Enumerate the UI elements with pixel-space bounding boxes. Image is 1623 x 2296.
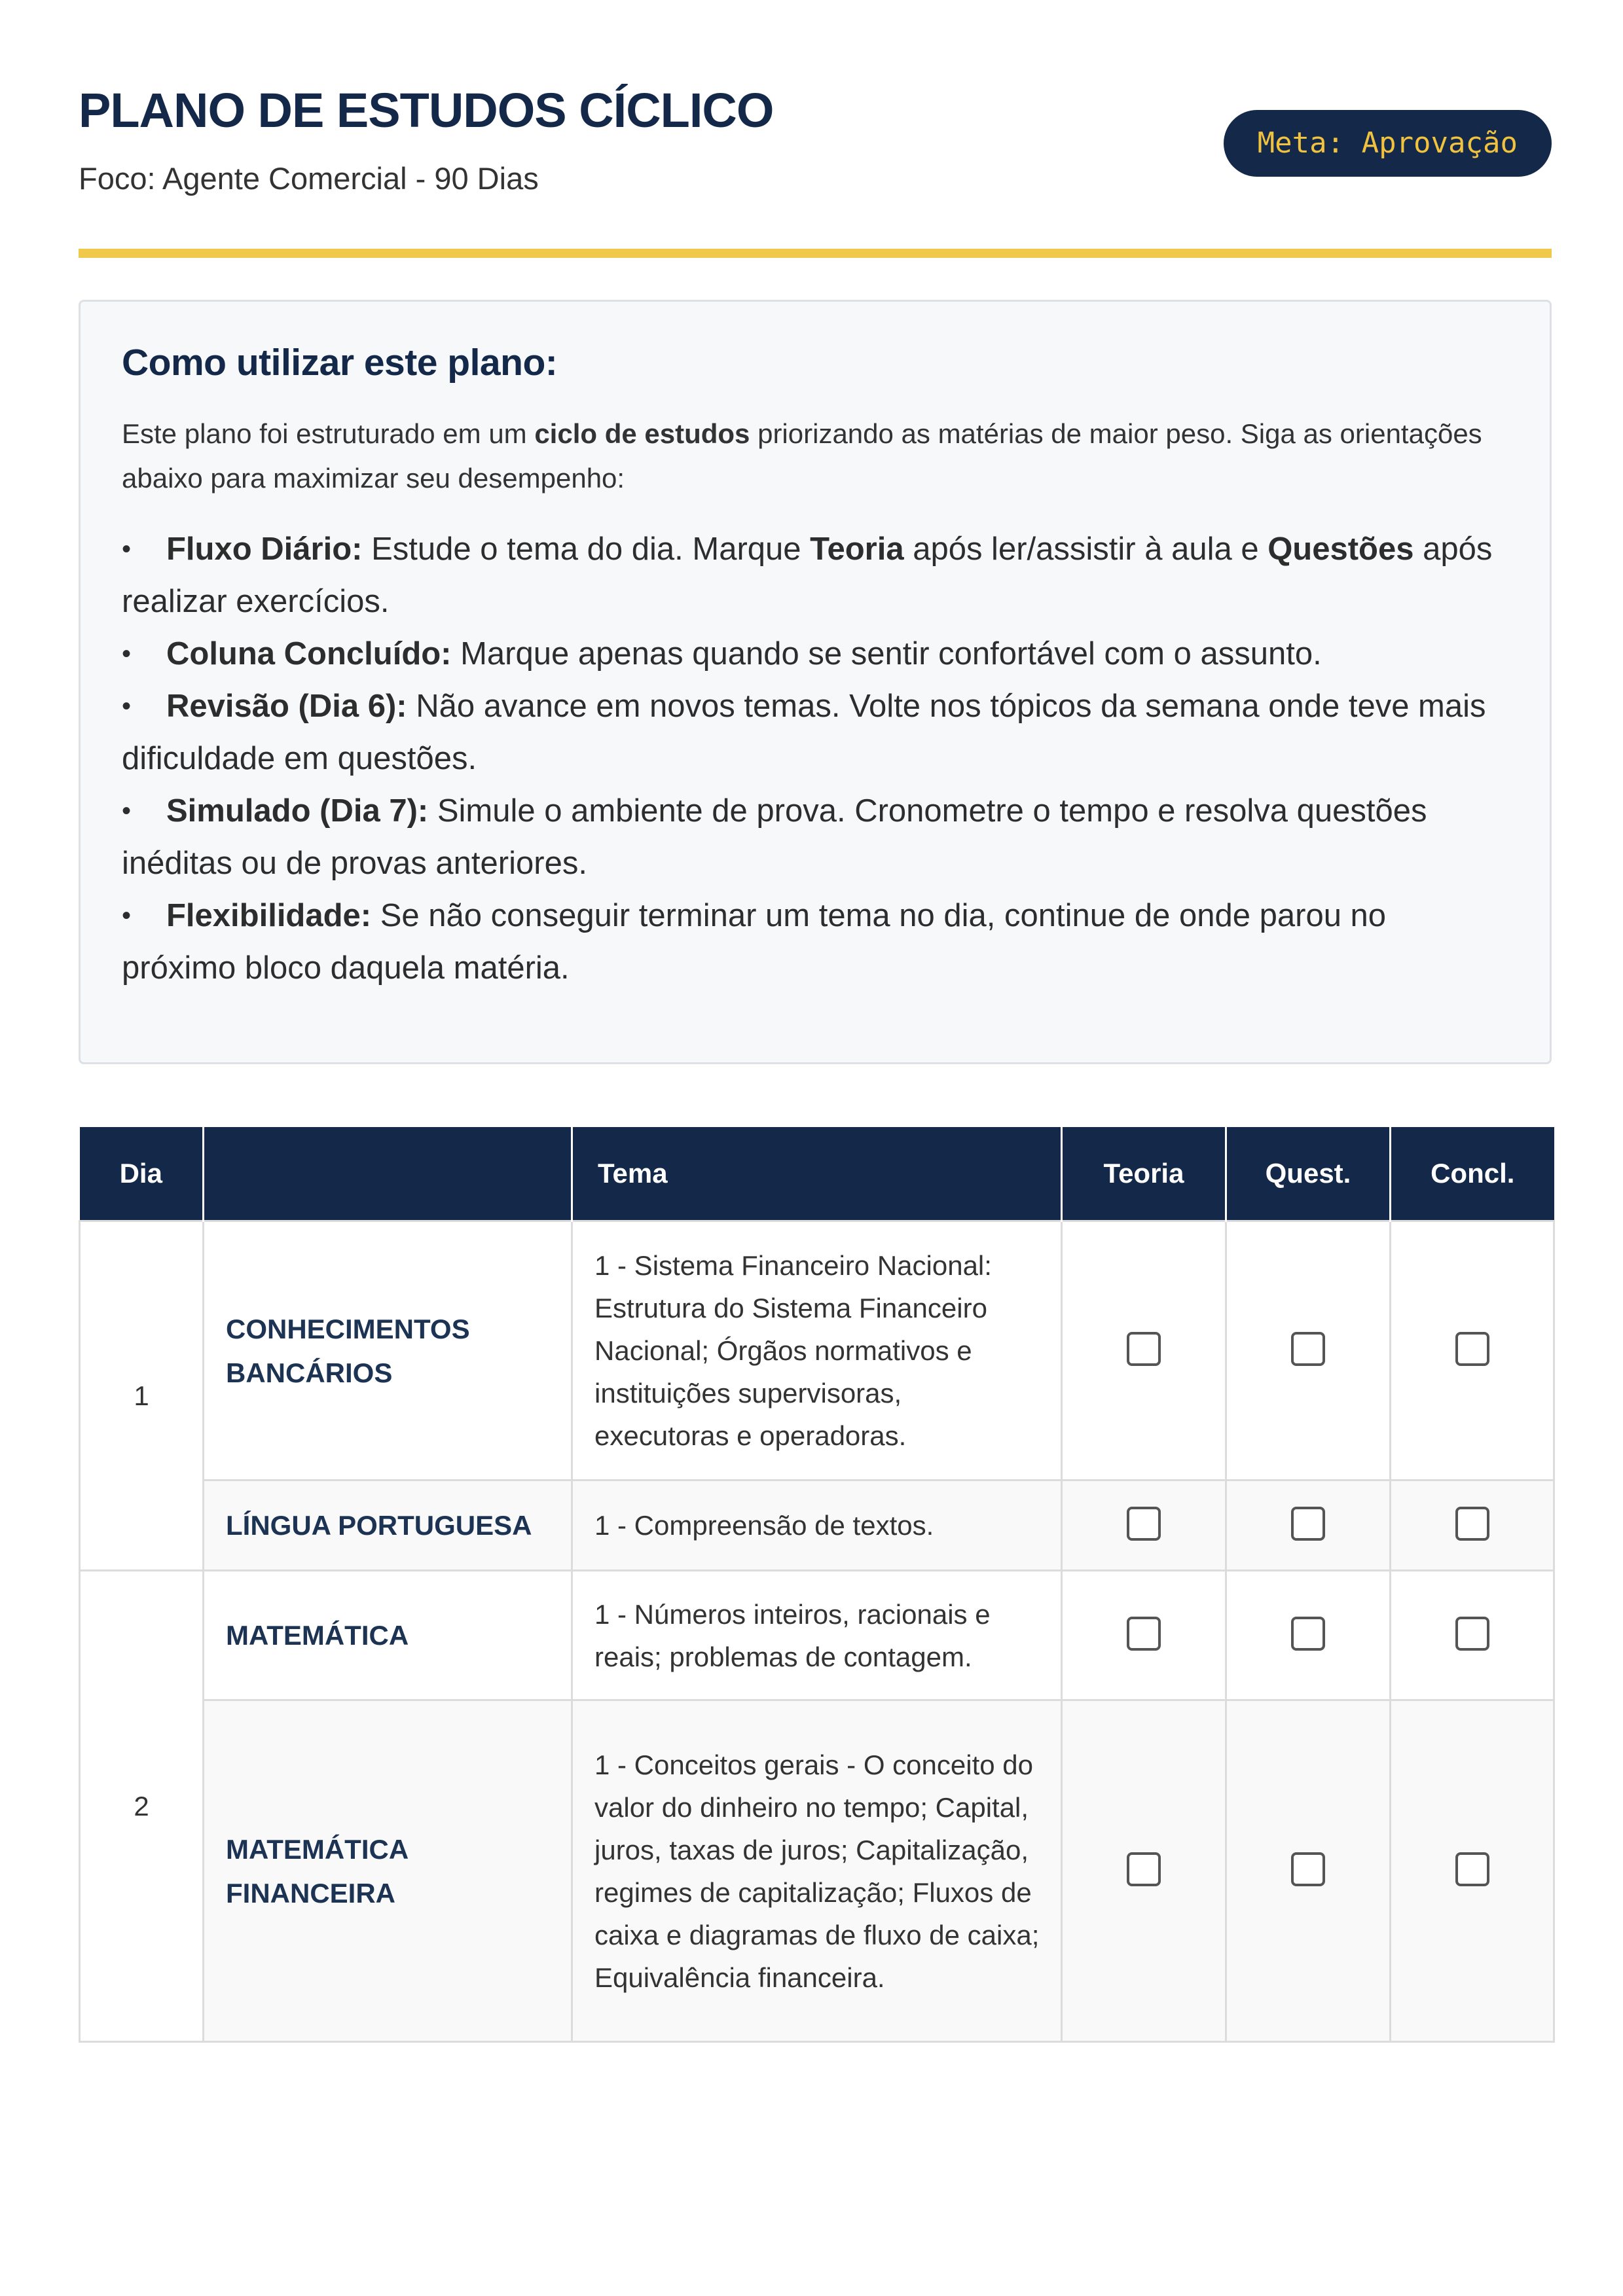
instruction-item bbox=[122, 785, 1506, 889]
topic-cell: 1 - Números inteiros, racionais e reais; problemas de contagem. bbox=[572, 1571, 1062, 1700]
instruction-bold: Questões bbox=[1267, 531, 1414, 567]
done-checkbox[interactable] bbox=[1455, 1507, 1489, 1541]
bullet-icon: • bbox=[122, 692, 132, 721]
done-checkbox[interactable] bbox=[1455, 1617, 1489, 1651]
intro-text-end: priorizando as matérias de maior peso. Siga as orientações abaixo para maximizar seu desempenho: bbox=[122, 418, 1482, 493]
theory-checkbox[interactable] bbox=[1127, 1852, 1161, 1886]
done-cell bbox=[1391, 1700, 1554, 2042]
done-cell bbox=[1391, 1221, 1554, 1480]
day-cell: 2 bbox=[80, 1571, 204, 2042]
theory-cell bbox=[1062, 1571, 1226, 1700]
instruction-item bbox=[122, 680, 1506, 785]
column-header-subject bbox=[204, 1127, 572, 1221]
done-checkbox[interactable] bbox=[1455, 1852, 1489, 1886]
header-divider bbox=[79, 249, 1552, 258]
bullet-icon: • bbox=[122, 535, 132, 564]
study-plan-page bbox=[79, 0, 1552, 1993]
column-header-questions: Quest. bbox=[1226, 1127, 1391, 1221]
table-row bbox=[80, 1221, 1554, 1480]
theory-checkbox[interactable] bbox=[1127, 1507, 1161, 1541]
page-header bbox=[79, 0, 1552, 259]
questions-cell bbox=[1226, 1480, 1391, 1571]
subject-cell: CONHECIMENTOS BANCÁRIOS bbox=[204, 1221, 572, 1480]
instruction-text: após realizar exercícios. bbox=[122, 531, 1493, 619]
theory-cell bbox=[1062, 1221, 1226, 1480]
questions-cell bbox=[1226, 1221, 1391, 1480]
page-title: PLANO DE ESTUDOS CÍCLICO bbox=[79, 83, 774, 137]
instruction-item bbox=[122, 523, 1506, 628]
instruction-label: Flexibilidade: bbox=[166, 898, 372, 933]
table-header-row bbox=[80, 1127, 1554, 1221]
bullet-icon: • bbox=[122, 797, 132, 825]
page-subtitle: Foco: Agente Comercial - 90 Dias bbox=[79, 161, 539, 196]
study-plan-table bbox=[79, 1127, 1555, 2043]
goal-badge: Meta: Aprovação bbox=[1224, 110, 1552, 177]
instruction-item bbox=[122, 628, 1506, 680]
instruction-text: Marque apenas quando se sentir confortável com o assunto. bbox=[451, 636, 1322, 672]
theory-cell bbox=[1062, 1700, 1226, 2042]
instruction-text: Se não conseguir terminar um tema no dia, continue de onde parou no próximo bloco daquela matéria. bbox=[122, 898, 1387, 986]
theory-checkbox[interactable] bbox=[1127, 1332, 1161, 1366]
table-row bbox=[80, 1571, 1554, 1700]
instruction-label: Coluna Concluído: bbox=[166, 636, 452, 672]
instruction-text: Não avance em novos temas. Volte nos tópicos da semana onde teve mais dificuldade em questões. bbox=[122, 689, 1486, 776]
table-row bbox=[80, 1480, 1554, 1571]
done-cell bbox=[1391, 1480, 1554, 1571]
questions-cell bbox=[1226, 1571, 1391, 1700]
table-row bbox=[80, 1700, 1554, 2042]
topic-cell: 1 - Sistema Financeiro Nacional: Estrutura do Sistema Financeiro Nacional; Órgãos normativos e instituições supervisoras, executoras e operadoras. bbox=[572, 1221, 1062, 1480]
done-checkbox[interactable] bbox=[1455, 1332, 1489, 1366]
done-cell bbox=[1391, 1571, 1554, 1700]
topic-cell: 1 - Compreensão de textos. bbox=[572, 1480, 1062, 1571]
bullet-icon: • bbox=[122, 639, 132, 668]
instruction-label: Fluxo Diário: bbox=[166, 531, 363, 567]
questions-checkbox[interactable] bbox=[1291, 1617, 1325, 1651]
instruction-text: Simule o ambiente de prova. Cronometre o tempo e resolva questões inéditas ou de provas anteriores. bbox=[122, 793, 1427, 881]
subject-cell: LÍNGUA PORTUGUESA bbox=[204, 1480, 572, 1571]
subject-cell: MATEMÁTICA FINANCEIRA bbox=[204, 1700, 572, 2042]
day-cell: 1 bbox=[80, 1221, 204, 1571]
instructions-list bbox=[122, 523, 1506, 994]
subject-cell: MATEMÁTICA bbox=[204, 1571, 572, 1700]
bullet-icon: • bbox=[122, 901, 132, 930]
questions-checkbox[interactable] bbox=[1291, 1507, 1325, 1541]
theory-cell bbox=[1062, 1480, 1226, 1571]
instruction-label: Simulado (Dia 7): bbox=[166, 793, 429, 829]
topic-cell: 1 - Conceitos gerais - O conceito do valor do dinheiro no tempo; Capital, juros, taxas de juros; Capitalização, regimes de capitalização; Fluxos de caixa e diagramas de fluxo de caixa; Equivalência financeira. bbox=[572, 1700, 1062, 2042]
questions-cell bbox=[1226, 1700, 1391, 2042]
instruction-text: após ler/assistir à aula e bbox=[903, 531, 1268, 567]
questions-checkbox[interactable] bbox=[1291, 1332, 1325, 1366]
instruction-label: Revisão (Dia 6): bbox=[166, 689, 407, 724]
instruction-bold: Teoria bbox=[810, 531, 904, 567]
column-header-topic: Tema bbox=[572, 1127, 1062, 1221]
instruction-item bbox=[122, 889, 1506, 994]
column-header-day: Dia bbox=[80, 1127, 204, 1221]
questions-checkbox[interactable] bbox=[1291, 1852, 1325, 1886]
column-header-theory: Teoria bbox=[1062, 1127, 1226, 1221]
instructions-box bbox=[79, 300, 1552, 1064]
intro-bold-text: ciclo de estudos bbox=[534, 418, 750, 449]
instructions-intro bbox=[122, 412, 1506, 501]
instruction-text: Estude o tema do dia. Marque bbox=[362, 531, 811, 567]
instructions-heading: Como utilizar este plano: bbox=[122, 342, 558, 384]
column-header-done: Concl. bbox=[1391, 1127, 1554, 1221]
intro-text: Este plano foi estruturado em um bbox=[122, 418, 535, 449]
theory-checkbox[interactable] bbox=[1127, 1617, 1161, 1651]
